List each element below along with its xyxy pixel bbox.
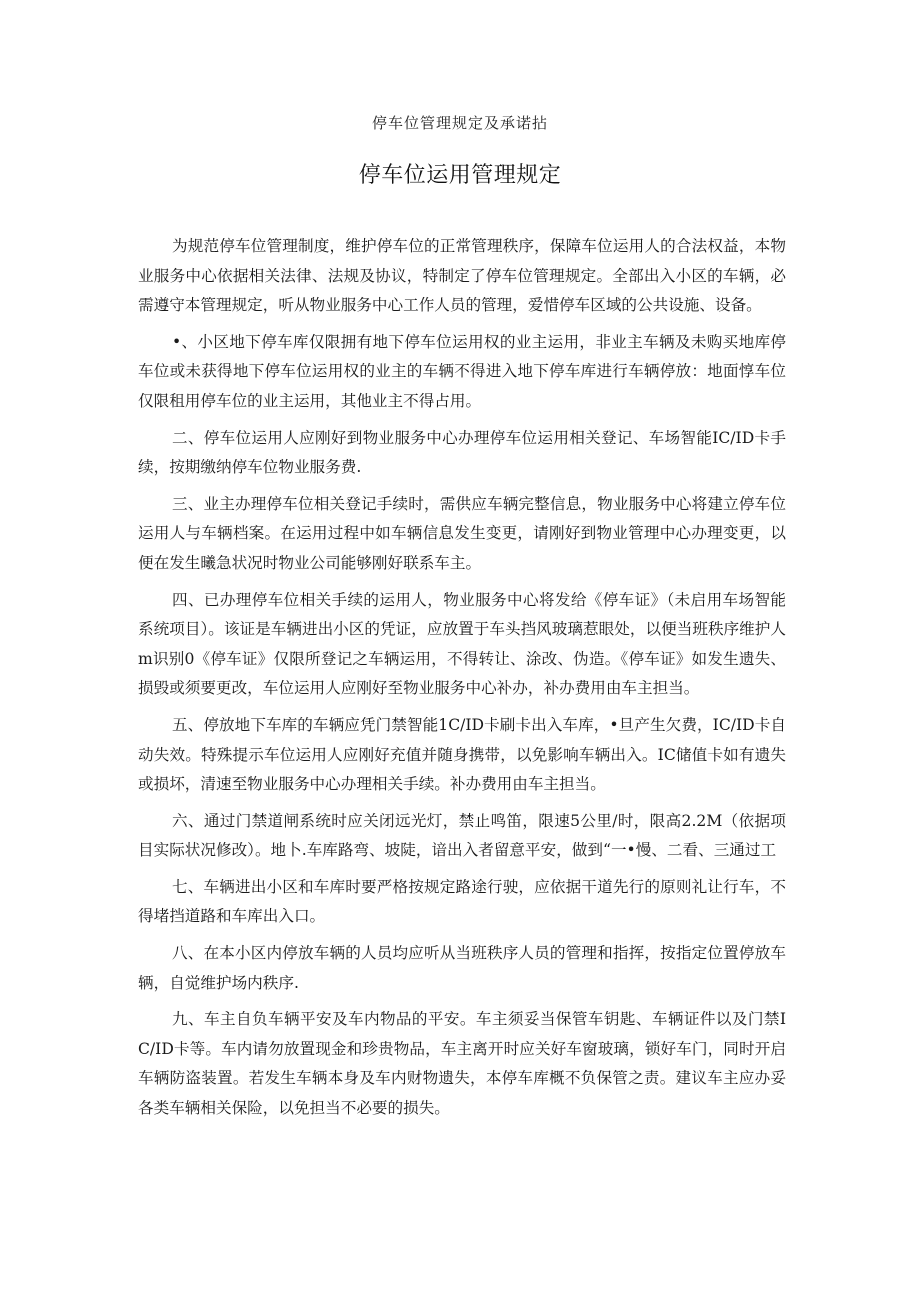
paragraph-1: •、小区地下停车库仅限拥有地下停车位运用权的业主运用，非业主车辆及未购买地库停车位或未获得地下停车位运用权的业主的车辆不得进入地下停车库进行车辆停放：地面惇车位仅限租用停车位的业主运用，其他业主不得占用。 [138,332,786,410]
document-title: 停车位运用管理规定 [358,163,562,188]
paragraph-3: 三、业主办理停车位相关登记手续时，需供应车辆完整信息，物业服务中心将建立停车位运用人与车辆档案。在运用过程中如车辆信息发生变更，请刚好到物业管理中心办理变更，以便在发生曦急状况时物业公司能够刚好联系车主。 [138,494,786,572]
paragraph-2: 二、停车位运用人应刚好到物业服务中心办理停车位运用相关登记、车场智能IC/ID卡手续，按期缴纳停车位物业服务费. [138,428,786,477]
document-header: 停车位管理规定及承诺拈 [371,114,548,132]
paragraph-6: 六、通过门禁道闸系统时应关闭远光灯，禁止鸣笛，限速5公里/时，限高2.2M（依据项目实际状况修改）。地卜.车库路弯、坡陡，谙出入者留意平安，做到“一•慢、二看、三通过工 [138,811,786,860]
paragraph-4: 四、已办理停车位相关手续的运用人，物业服务中心将发给《停车证》（未启用车场智能系统项目）。该证是车辆进出小区的凭证，应放置于车头挡风玻璃惹眼处，以便当班秩序维护人m识别0《停车证》仅限所登记之车辆运用，不得转让、涂改、伪造。《停车证》如发生遗失、损毁或须要更改，车位运用人应刚好至物业服务中心补办，补办费用由车主担当。 [138,590,786,698]
paragraph-intro: 为规范停车位管理制度，维护停车位的正常管理秩序，保障车位运用人的合法权益，本物业服务中心依据相关法律、法规及协议，特制定了停车位管理规定。全部出入小区的车辆，必需遵守本管理规定，听从物业服务中心工作人员的管理，爱惜停车区域的公共设施、设备。 [138,237,786,315]
paragraph-5: 五、停放地下车库的车辆应凭门禁智能1C/ID卡刷卡出入车库，•旦产生欠费，IC/ID卡自动失效。特殊提示车位运用人应刚好充值并随身携带，以免影响车辆出入。IC储值卡如有遗失或损坏，清速至物业服务中心办理相关手续。补办费用由车主担当。 [138,715,786,794]
paragraph-8: 八、在本小区内停放车辆的人员均应听从当班秩序人员的管理和指挥，按指定位置停放车辆，自觉维护场内秩序. [138,944,786,992]
paragraph-7: 七、车辆进出小区和车库时要严格按规定路途行驶，应依据干道先行的原则礼让行车，不得堵挡道路和车库出入口。 [138,877,786,926]
document-body [138,232,786,1131]
paragraph-9: 九、车主自负车辆平安及车内物品的平安。车主须妥当保管车钥匙、车辆证件以及门禁IC/ID卡等。车内请勿放置现金和珍贵物品，车主离开时应关好车窗玻璃，锁好车门，同时开启车辆防盗装置。若发生车辆本身及车内财物遗失，本停车库概不负保管之责。建议车主应办妥各类车辆相关保险，以免担当不必要的损失。 [138,1010,786,1118]
